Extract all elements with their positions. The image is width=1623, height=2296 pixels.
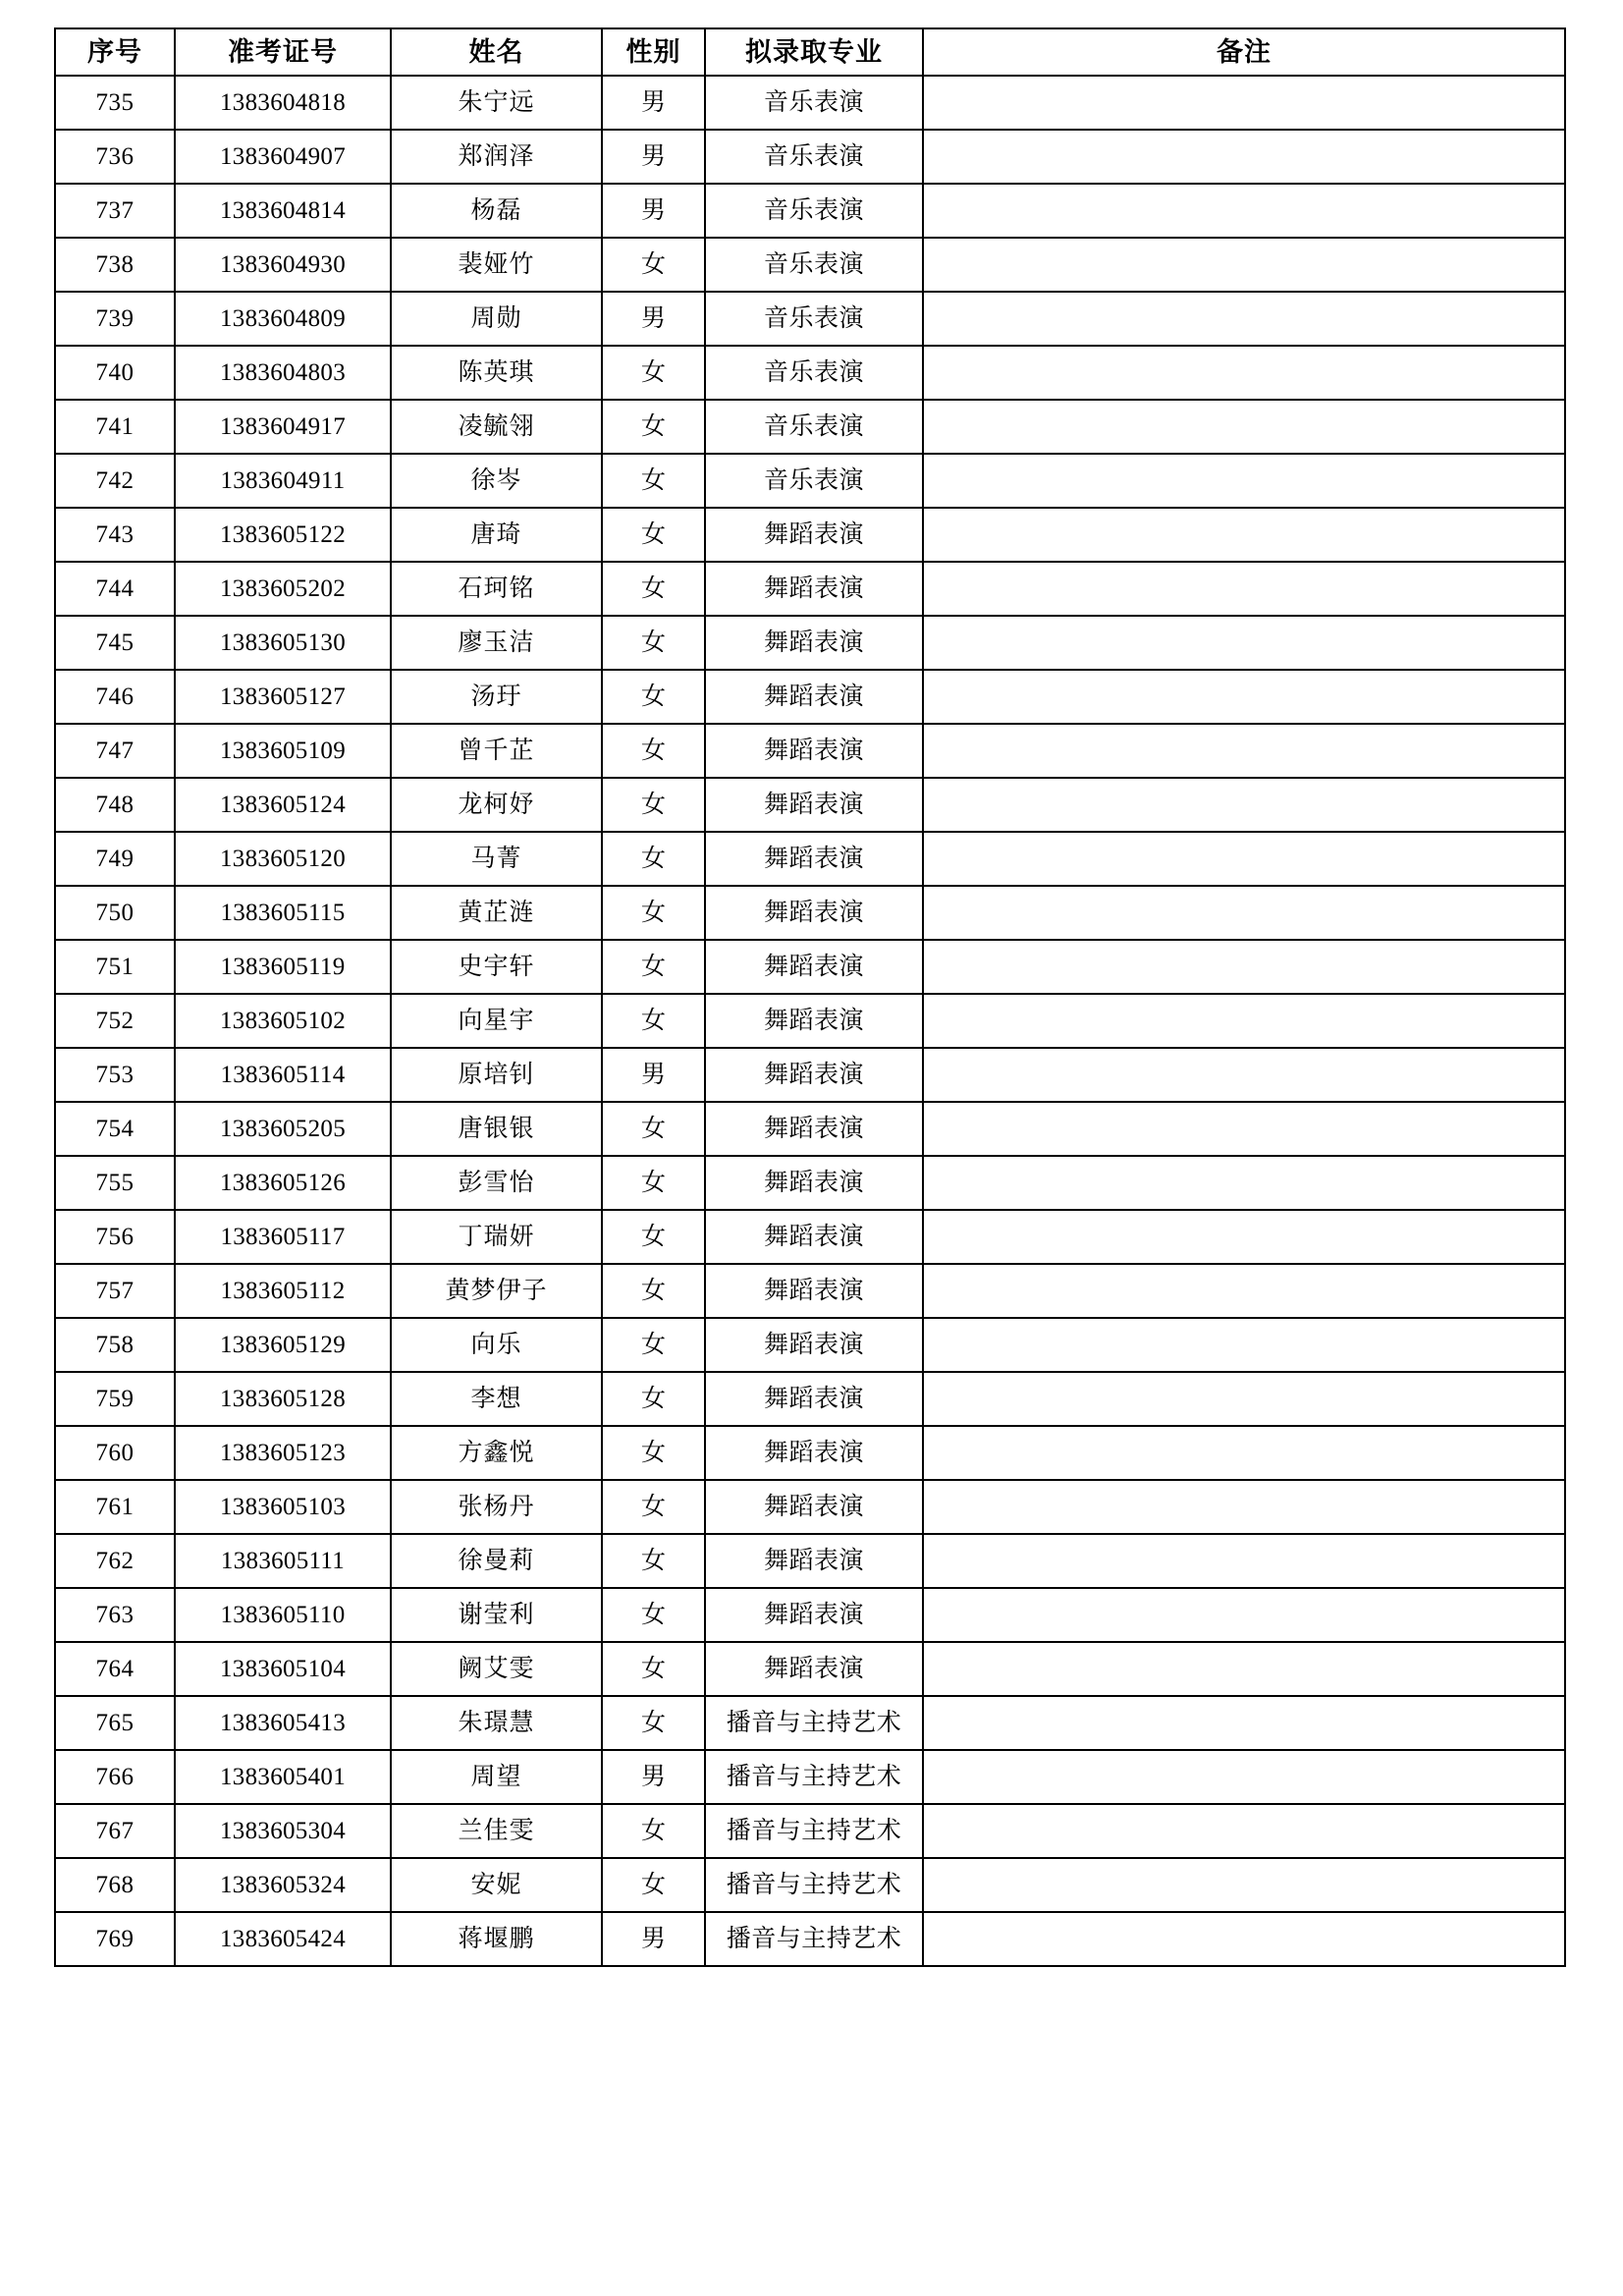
table-row (55, 1912, 1565, 1966)
cell-major: 音乐表演 (705, 130, 923, 184)
cell-gender: 女 (602, 346, 705, 400)
cell-remark (923, 184, 1565, 238)
cell-gender: 女 (602, 1480, 705, 1534)
cell-name: 史宇轩 (391, 940, 602, 994)
cell-seq: 748 (55, 778, 175, 832)
cell-seq: 766 (55, 1750, 175, 1804)
cell-name: 丁瑞妍 (391, 1210, 602, 1264)
cell-ticket: 1383605114 (175, 1048, 391, 1102)
table-row (55, 1534, 1565, 1588)
cell-name: 谢莹利 (391, 1588, 602, 1642)
cell-major: 舞蹈表演 (705, 832, 923, 886)
cell-ticket: 1383605127 (175, 670, 391, 724)
table-row (55, 994, 1565, 1048)
cell-seq: 769 (55, 1912, 175, 1966)
cell-remark (923, 1210, 1565, 1264)
table-row (55, 1858, 1565, 1912)
cell-major: 播音与主持艺术 (705, 1696, 923, 1750)
cell-gender: 男 (602, 184, 705, 238)
cell-remark (923, 1858, 1565, 1912)
cell-ticket: 1383605117 (175, 1210, 391, 1264)
cell-gender: 女 (602, 1318, 705, 1372)
cell-gender: 男 (602, 292, 705, 346)
table-row (55, 886, 1565, 940)
cell-seq: 745 (55, 616, 175, 670)
cell-major: 舞蹈表演 (705, 940, 923, 994)
table-row (55, 454, 1565, 508)
cell-gender: 女 (602, 508, 705, 562)
cell-major: 舞蹈表演 (705, 1264, 923, 1318)
column-header-ticket: 准考证号 (175, 28, 391, 76)
cell-gender: 男 (602, 130, 705, 184)
cell-major: 播音与主持艺术 (705, 1750, 923, 1804)
cell-gender: 男 (602, 1750, 705, 1804)
cell-name: 彭雪怡 (391, 1156, 602, 1210)
cell-ticket: 1383605401 (175, 1750, 391, 1804)
table-row (55, 76, 1565, 130)
cell-remark (923, 832, 1565, 886)
cell-name: 唐银银 (391, 1102, 602, 1156)
cell-ticket: 1383604818 (175, 76, 391, 130)
cell-gender: 女 (602, 1264, 705, 1318)
table-row (55, 130, 1565, 184)
cell-major: 舞蹈表演 (705, 994, 923, 1048)
cell-gender: 女 (602, 832, 705, 886)
table-row (55, 1048, 1565, 1102)
cell-ticket: 1383604803 (175, 346, 391, 400)
table-row (55, 1264, 1565, 1318)
column-header-name: 姓名 (391, 28, 602, 76)
cell-ticket: 1383605126 (175, 1156, 391, 1210)
cell-gender: 女 (602, 1372, 705, 1426)
cell-name: 汤玗 (391, 670, 602, 724)
table-row (55, 670, 1565, 724)
table-body (55, 76, 1565, 1966)
table-row (55, 778, 1565, 832)
cell-major: 音乐表演 (705, 76, 923, 130)
cell-gender: 女 (602, 454, 705, 508)
column-header-remark: 备注 (923, 28, 1565, 76)
cell-seq: 738 (55, 238, 175, 292)
cell-name: 石珂铭 (391, 562, 602, 616)
cell-remark (923, 670, 1565, 724)
cell-major: 舞蹈表演 (705, 1426, 923, 1480)
cell-remark (923, 76, 1565, 130)
cell-ticket: 1383605202 (175, 562, 391, 616)
cell-remark (923, 562, 1565, 616)
cell-seq: 752 (55, 994, 175, 1048)
cell-remark (923, 1318, 1565, 1372)
cell-gender: 女 (602, 886, 705, 940)
cell-gender: 女 (602, 1210, 705, 1264)
cell-seq: 735 (55, 76, 175, 130)
cell-ticket: 1383604907 (175, 130, 391, 184)
cell-ticket: 1383604911 (175, 454, 391, 508)
cell-major: 舞蹈表演 (705, 724, 923, 778)
cell-ticket: 1383605413 (175, 1696, 391, 1750)
cell-remark (923, 616, 1565, 670)
cell-gender: 女 (602, 994, 705, 1048)
cell-name: 周勋 (391, 292, 602, 346)
cell-ticket: 1383605424 (175, 1912, 391, 1966)
cell-seq: 737 (55, 184, 175, 238)
table-row (55, 724, 1565, 778)
cell-ticket: 1383605129 (175, 1318, 391, 1372)
cell-major: 音乐表演 (705, 346, 923, 400)
cell-seq: 749 (55, 832, 175, 886)
cell-remark (923, 1156, 1565, 1210)
cell-seq: 758 (55, 1318, 175, 1372)
cell-seq: 740 (55, 346, 175, 400)
cell-gender: 女 (602, 1156, 705, 1210)
table-row (55, 832, 1565, 886)
table-row (55, 400, 1565, 454)
table-row (55, 508, 1565, 562)
cell-major: 舞蹈表演 (705, 1642, 923, 1696)
cell-seq: 757 (55, 1264, 175, 1318)
cell-seq: 744 (55, 562, 175, 616)
cell-gender: 男 (602, 1048, 705, 1102)
table-row (55, 346, 1565, 400)
cell-major: 舞蹈表演 (705, 1102, 923, 1156)
cell-remark (923, 238, 1565, 292)
cell-remark (923, 400, 1565, 454)
cell-seq: 742 (55, 454, 175, 508)
cell-ticket: 1383605205 (175, 1102, 391, 1156)
cell-seq: 764 (55, 1642, 175, 1696)
cell-remark (923, 994, 1565, 1048)
cell-remark (923, 1264, 1565, 1318)
cell-gender: 女 (602, 1588, 705, 1642)
cell-ticket: 1383605324 (175, 1858, 391, 1912)
cell-seq: 759 (55, 1372, 175, 1426)
column-header-gender: 性别 (602, 28, 705, 76)
cell-name: 凌毓翎 (391, 400, 602, 454)
cell-name: 陈英琪 (391, 346, 602, 400)
column-header-major: 拟录取专业 (705, 28, 923, 76)
cell-name: 兰佳雯 (391, 1804, 602, 1858)
cell-gender: 女 (602, 1102, 705, 1156)
cell-ticket: 1383605304 (175, 1804, 391, 1858)
cell-major: 舞蹈表演 (705, 1534, 923, 1588)
cell-name: 朱璟慧 (391, 1696, 602, 1750)
cell-seq: 763 (55, 1588, 175, 1642)
cell-name: 原培钊 (391, 1048, 602, 1102)
cell-remark (923, 1426, 1565, 1480)
cell-remark (923, 292, 1565, 346)
cell-major: 舞蹈表演 (705, 886, 923, 940)
cell-seq: 751 (55, 940, 175, 994)
cell-seq: 746 (55, 670, 175, 724)
cell-major: 舞蹈表演 (705, 670, 923, 724)
cell-remark (923, 508, 1565, 562)
cell-remark (923, 454, 1565, 508)
cell-seq: 739 (55, 292, 175, 346)
cell-ticket: 1383605128 (175, 1372, 391, 1426)
cell-ticket: 1383605102 (175, 994, 391, 1048)
cell-ticket: 1383605130 (175, 616, 391, 670)
cell-name: 黄梦伊子 (391, 1264, 602, 1318)
table-row (55, 1426, 1565, 1480)
cell-remark (923, 886, 1565, 940)
cell-ticket: 1383604814 (175, 184, 391, 238)
cell-remark (923, 940, 1565, 994)
cell-gender: 女 (602, 1534, 705, 1588)
cell-major: 舞蹈表演 (705, 562, 923, 616)
cell-gender: 男 (602, 76, 705, 130)
cell-seq: 754 (55, 1102, 175, 1156)
cell-name: 朱宁远 (391, 76, 602, 130)
cell-major: 播音与主持艺术 (705, 1912, 923, 1966)
cell-name: 徐岑 (391, 454, 602, 508)
cell-remark (923, 1750, 1565, 1804)
cell-gender: 女 (602, 1858, 705, 1912)
table-row (55, 1642, 1565, 1696)
cell-major: 播音与主持艺术 (705, 1858, 923, 1912)
cell-major: 播音与主持艺术 (705, 1804, 923, 1858)
table-row (55, 562, 1565, 616)
cell-name: 郑润泽 (391, 130, 602, 184)
cell-remark (923, 1642, 1565, 1696)
table-row (55, 1210, 1565, 1264)
admission-roster-table (54, 27, 1566, 1967)
cell-name: 向星宇 (391, 994, 602, 1048)
cell-ticket: 1383605124 (175, 778, 391, 832)
cell-remark (923, 1048, 1565, 1102)
cell-gender: 女 (602, 778, 705, 832)
cell-major: 舞蹈表演 (705, 1318, 923, 1372)
cell-name: 黄芷涟 (391, 886, 602, 940)
cell-seq: 762 (55, 1534, 175, 1588)
cell-major: 舞蹈表演 (705, 1156, 923, 1210)
cell-major: 舞蹈表演 (705, 508, 923, 562)
cell-seq: 753 (55, 1048, 175, 1102)
cell-ticket: 1383604930 (175, 238, 391, 292)
cell-major: 音乐表演 (705, 184, 923, 238)
cell-seq: 750 (55, 886, 175, 940)
cell-name: 周望 (391, 1750, 602, 1804)
cell-gender: 女 (602, 1804, 705, 1858)
cell-gender: 女 (602, 670, 705, 724)
cell-seq: 765 (55, 1696, 175, 1750)
table-row (55, 292, 1565, 346)
table-row (55, 1750, 1565, 1804)
cell-remark (923, 778, 1565, 832)
cell-ticket: 1383604809 (175, 292, 391, 346)
cell-major: 舞蹈表演 (705, 1210, 923, 1264)
cell-seq: 741 (55, 400, 175, 454)
cell-name: 马菁 (391, 832, 602, 886)
cell-name: 徐曼莉 (391, 1534, 602, 1588)
cell-ticket: 1383605120 (175, 832, 391, 886)
table-header (55, 28, 1565, 76)
cell-major: 舞蹈表演 (705, 1048, 923, 1102)
cell-seq: 761 (55, 1480, 175, 1534)
table-row (55, 940, 1565, 994)
table-row (55, 1696, 1565, 1750)
cell-ticket: 1383605111 (175, 1534, 391, 1588)
cell-ticket: 1383605122 (175, 508, 391, 562)
cell-name: 杨磊 (391, 184, 602, 238)
cell-name: 方鑫悦 (391, 1426, 602, 1480)
cell-remark (923, 1534, 1565, 1588)
cell-ticket: 1383605115 (175, 886, 391, 940)
cell-major: 舞蹈表演 (705, 778, 923, 832)
table-row (55, 1102, 1565, 1156)
cell-gender: 女 (602, 400, 705, 454)
cell-remark (923, 1102, 1565, 1156)
cell-name: 曾千芷 (391, 724, 602, 778)
cell-ticket: 1383605109 (175, 724, 391, 778)
cell-ticket: 1383605110 (175, 1588, 391, 1642)
cell-major: 音乐表演 (705, 454, 923, 508)
cell-seq: 743 (55, 508, 175, 562)
cell-major: 舞蹈表演 (705, 616, 923, 670)
cell-ticket: 1383604917 (175, 400, 391, 454)
cell-gender: 女 (602, 940, 705, 994)
cell-major: 舞蹈表演 (705, 1588, 923, 1642)
table-row (55, 1804, 1565, 1858)
cell-gender: 女 (602, 238, 705, 292)
cell-name: 龙柯妤 (391, 778, 602, 832)
cell-ticket: 1383605104 (175, 1642, 391, 1696)
cell-gender: 女 (602, 616, 705, 670)
cell-ticket: 1383605103 (175, 1480, 391, 1534)
cell-ticket: 1383605112 (175, 1264, 391, 1318)
cell-ticket: 1383605119 (175, 940, 391, 994)
cell-name: 裴娅竹 (391, 238, 602, 292)
table-header-row (55, 28, 1565, 76)
cell-major: 舞蹈表演 (705, 1372, 923, 1426)
table-row (55, 1588, 1565, 1642)
cell-remark (923, 1804, 1565, 1858)
cell-seq: 747 (55, 724, 175, 778)
cell-name: 安妮 (391, 1858, 602, 1912)
cell-remark (923, 130, 1565, 184)
cell-gender: 女 (602, 562, 705, 616)
cell-remark (923, 1912, 1565, 1966)
cell-remark (923, 1480, 1565, 1534)
cell-name: 阙艾雯 (391, 1642, 602, 1696)
cell-name: 李想 (391, 1372, 602, 1426)
cell-name: 向乐 (391, 1318, 602, 1372)
cell-name: 张杨丹 (391, 1480, 602, 1534)
cell-gender: 男 (602, 1912, 705, 1966)
table-row (55, 616, 1565, 670)
cell-remark (923, 724, 1565, 778)
cell-name: 唐琦 (391, 508, 602, 562)
cell-seq: 760 (55, 1426, 175, 1480)
cell-remark (923, 1696, 1565, 1750)
column-header-seq: 序号 (55, 28, 175, 76)
cell-gender: 女 (602, 724, 705, 778)
cell-seq: 767 (55, 1804, 175, 1858)
cell-major: 舞蹈表演 (705, 1480, 923, 1534)
table-row (55, 238, 1565, 292)
cell-seq: 736 (55, 130, 175, 184)
cell-gender: 女 (602, 1642, 705, 1696)
cell-gender: 女 (602, 1426, 705, 1480)
cell-major: 音乐表演 (705, 292, 923, 346)
cell-name: 蒋堰鹏 (391, 1912, 602, 1966)
table-row (55, 1480, 1565, 1534)
cell-remark (923, 1588, 1565, 1642)
cell-gender: 女 (602, 1696, 705, 1750)
table-row (55, 1372, 1565, 1426)
table-row (55, 1156, 1565, 1210)
table-row (55, 1318, 1565, 1372)
table-row (55, 184, 1565, 238)
cell-seq: 768 (55, 1858, 175, 1912)
cell-remark (923, 1372, 1565, 1426)
cell-major: 音乐表演 (705, 238, 923, 292)
cell-major: 音乐表演 (705, 400, 923, 454)
cell-seq: 755 (55, 1156, 175, 1210)
cell-name: 廖玉洁 (391, 616, 602, 670)
cell-ticket: 1383605123 (175, 1426, 391, 1480)
cell-seq: 756 (55, 1210, 175, 1264)
cell-remark (923, 346, 1565, 400)
